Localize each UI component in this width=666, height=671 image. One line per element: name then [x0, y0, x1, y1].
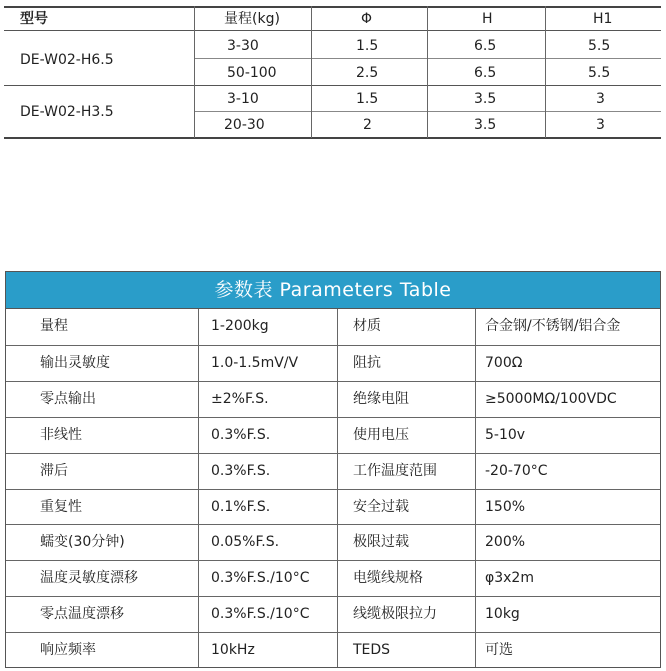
group-rule [4, 85, 661, 86]
parameters-table [5, 271, 661, 668]
range-cell: 20-30 [224, 117, 265, 133]
table-row [6, 309, 660, 344]
param-label: 重复性 [40, 498, 82, 515]
h1-cell: 5.5 [588, 38, 611, 54]
param-label: 使用电压 [353, 426, 409, 443]
param-label: 绝缘电阻 [353, 390, 409, 407]
column-divider [194, 6, 195, 138]
param-label: 材质 [353, 318, 381, 334]
param-value: 0.3%F.S. [211, 426, 271, 443]
param-value: 0.3%F.S./10°C [211, 570, 310, 587]
param-label: 蠕变(30分钟) [40, 534, 125, 551]
header-h1: H1 [593, 11, 613, 27]
header-phi: Φ [361, 11, 373, 27]
table-row [6, 453, 660, 488]
param-label: 阻抗 [353, 354, 381, 371]
range-cell: 50-100 [227, 65, 277, 81]
param-label: 电缆线规格 [353, 570, 423, 587]
param-label: 工作温度范围 [353, 462, 437, 479]
table-row [6, 560, 660, 595]
h-cell: 6.5 [474, 38, 497, 54]
param-value: 5-10v [485, 426, 526, 443]
parameters-table-title: 参数表 Parameters Table [6, 272, 660, 309]
param-value: 150% [485, 498, 526, 515]
model-name: DE-W02-H3.5 [20, 104, 114, 120]
param-value: 0.3%F.S. [211, 462, 271, 479]
column-divider [311, 6, 312, 138]
param-value: φ3x2m [485, 570, 534, 587]
table-bottom-rule [4, 137, 661, 139]
h-cell: 3.5 [474, 117, 497, 133]
column-divider [545, 6, 546, 138]
model-name: DE-W02-H6.5 [20, 52, 114, 68]
param-value: ≥5000MΩ/100VDC [485, 390, 617, 407]
table-row [6, 381, 660, 416]
table-top-rule [4, 6, 661, 8]
param-label: 零点输出 [40, 390, 96, 407]
table-row [6, 417, 660, 452]
param-value: 可选 [485, 642, 513, 659]
h-cell: 3.5 [474, 91, 497, 107]
header-range: 量程(kg) [224, 11, 280, 27]
param-value: 10kg [485, 606, 520, 623]
phi-cell: 2.5 [356, 65, 379, 81]
param-label: 滞后 [40, 462, 68, 479]
param-value: 1-200kg [211, 318, 269, 334]
param-label: TEDS [353, 642, 391, 659]
header-model: 型号 [20, 11, 48, 27]
param-value: -20-70°C [485, 462, 548, 479]
range-cell: 3-10 [227, 91, 259, 107]
param-value: 0.1%F.S. [211, 498, 271, 515]
param-label: 极限过载 [353, 534, 409, 551]
param-label: 安全过载 [353, 498, 409, 515]
h1-cell: 3 [596, 117, 605, 133]
param-value: 1.0-1.5mV/V [211, 354, 299, 371]
table-row [6, 524, 660, 559]
phi-cell: 1.5 [356, 38, 379, 54]
param-value: 0.3%F.S./10°C [211, 606, 310, 623]
column-divider [427, 6, 428, 138]
h1-cell: 5.5 [588, 65, 611, 81]
header-h: H [482, 11, 493, 27]
h-cell: 6.5 [474, 65, 497, 81]
param-label: 零点温度漂移 [40, 606, 124, 623]
param-value: 700Ω [485, 354, 523, 371]
param-label: 温度灵敏度漂移 [40, 570, 138, 587]
param-value: 10kHz [211, 642, 255, 659]
model-table [4, 6, 661, 138]
param-value: 0.05%F.S. [211, 534, 280, 551]
param-label: 量程 [40, 318, 68, 334]
param-label: 线缆极限拉力 [353, 606, 437, 623]
param-value: ±2%F.S. [211, 390, 269, 407]
table-row [6, 596, 660, 631]
table-row [6, 489, 660, 524]
param-label: 输出灵敏度 [40, 354, 110, 371]
header-rule [4, 30, 661, 31]
table-row [6, 632, 660, 667]
table-row [6, 345, 660, 380]
param-label: 响应频率 [40, 642, 96, 659]
param-value: 合金钢/不锈钢/铝合金 [485, 318, 621, 334]
phi-cell: 1.5 [356, 91, 379, 107]
param-value: 200% [485, 534, 526, 551]
param-label: 非线性 [40, 426, 82, 443]
h1-cell: 3 [596, 91, 605, 107]
phi-cell: 2 [363, 117, 372, 133]
range-cell: 3-30 [227, 38, 259, 54]
